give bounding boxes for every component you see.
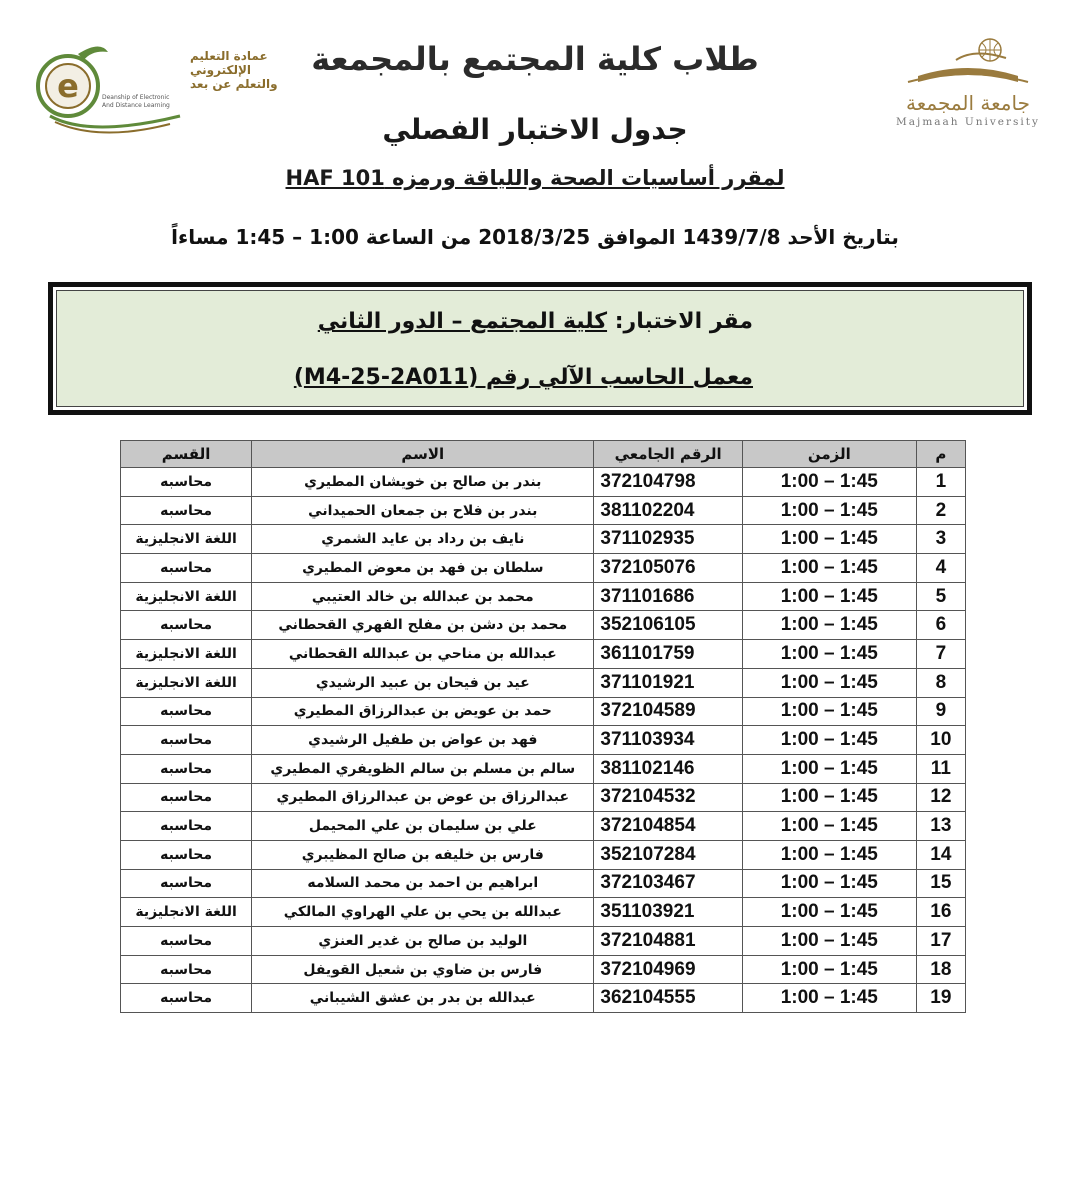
row-number: 8 (916, 668, 965, 697)
row-number: 1 (916, 468, 965, 497)
row-student-id: 372104589 (594, 697, 742, 726)
row-time: 1:00 – 1:45 (742, 668, 916, 697)
table-row (121, 812, 966, 841)
table-row (121, 697, 966, 726)
row-student-id: 372104854 (594, 812, 742, 841)
row-number: 14 (916, 840, 965, 869)
table-row (121, 869, 966, 898)
row-student-id: 371101921 (594, 668, 742, 697)
row-student-name: عبدالله بن بدر بن عشق الشيباني (252, 984, 594, 1013)
table-row (121, 754, 966, 783)
svg-text:e: e (57, 67, 79, 105)
row-student-id: 372103467 (594, 869, 742, 898)
row-student-id: 352107284 (594, 840, 742, 869)
row-time: 1:00 – 1:45 (742, 611, 916, 640)
row-time: 1:00 – 1:45 (742, 582, 916, 611)
row-student-name: سالم بن مسلم بن سالم الظويفري المطيري (252, 754, 594, 783)
row-time: 1:00 – 1:45 (742, 554, 916, 583)
row-department: اللغة الانجليزية (121, 668, 252, 697)
table-row (121, 726, 966, 755)
row-department: محاسبه (121, 783, 252, 812)
table-row (121, 525, 966, 554)
row-number: 16 (916, 898, 965, 927)
row-number: 17 (916, 927, 965, 956)
row-number: 10 (916, 726, 965, 755)
row-student-id: 372105076 (594, 554, 742, 583)
row-time: 1:00 – 1:45 (742, 812, 916, 841)
row-student-name: فارس بن خليفه بن صالح المظيبري (252, 840, 594, 869)
header-dept: القسم (121, 441, 252, 468)
row-student-name: محمد بن دشن بن مفلح الفهري القحطاني (252, 611, 594, 640)
header-num: م (916, 441, 965, 468)
row-time: 1:00 – 1:45 (742, 697, 916, 726)
row-time: 1:00 – 1:45 (742, 783, 916, 812)
row-time: 1:00 – 1:45 (742, 984, 916, 1013)
row-time: 1:00 – 1:45 (742, 468, 916, 497)
row-student-name: نايف بن رداد بن عايد الشمري (252, 525, 594, 554)
row-student-id: 362104555 (594, 984, 742, 1013)
table-row (121, 668, 966, 697)
row-number: 13 (916, 812, 965, 841)
row-department: اللغة الانجليزية (121, 898, 252, 927)
row-department: محاسبه (121, 869, 252, 898)
row-number: 15 (916, 869, 965, 898)
row-department: اللغة الانجليزية (121, 640, 252, 669)
table-row (121, 984, 966, 1013)
row-student-name: عبدالله بن مناحي بن عبدالله القحطاني (252, 640, 594, 669)
row-number: 12 (916, 783, 965, 812)
row-student-id: 372104881 (594, 927, 742, 956)
row-student-id: 352106105 (594, 611, 742, 640)
table-header-row (121, 441, 966, 468)
row-department: محاسبه (121, 611, 252, 640)
table-row (121, 927, 966, 956)
row-time: 1:00 – 1:45 (742, 927, 916, 956)
row-number: 2 (916, 496, 965, 525)
table-row (121, 554, 966, 583)
row-time: 1:00 – 1:45 (742, 869, 916, 898)
row-number: 5 (916, 582, 965, 611)
row-student-id: 372104969 (594, 955, 742, 984)
row-number: 4 (916, 554, 965, 583)
row-department: محاسبه (121, 840, 252, 869)
table-row (121, 468, 966, 497)
logo-left-line-5: And Distance Learning (102, 102, 170, 109)
table-row (121, 898, 966, 927)
row-student-name: محمد بن عبدالله بن خالد العتيبي (252, 582, 594, 611)
row-department: محاسبه (121, 984, 252, 1013)
row-student-name: عيد بن فيحان بن عبيد الرشيدي (252, 668, 594, 697)
row-department: محاسبه (121, 468, 252, 497)
row-time: 1:00 – 1:45 (742, 955, 916, 984)
row-student-name: بندر بن فلاح بن جمعان الحميداني (252, 496, 594, 525)
row-time: 1:00 – 1:45 (742, 640, 916, 669)
row-time: 1:00 – 1:45 (742, 840, 916, 869)
row-department: محاسبه (121, 955, 252, 984)
row-department: محاسبه (121, 697, 252, 726)
row-student-name: ابراهيم بن احمد بن محمد السلامه (252, 869, 594, 898)
table-row (121, 611, 966, 640)
row-student-id: 371102935 (594, 525, 742, 554)
row-department: محاسبه (121, 812, 252, 841)
schedule-table (120, 440, 966, 1013)
row-time: 1:00 – 1:45 (742, 496, 916, 525)
row-student-id: 371101686 (594, 582, 742, 611)
row-student-id: 361101759 (594, 640, 742, 669)
row-student-name: حمد بن عويض بن عبدالرزاق المطيري (252, 697, 594, 726)
row-department: محاسبه (121, 754, 252, 783)
row-number: 11 (916, 754, 965, 783)
row-department: اللغة الانجليزية (121, 525, 252, 554)
exam-location-box (48, 282, 1032, 415)
row-time: 1:00 – 1:45 (742, 525, 916, 554)
row-department: محاسبه (121, 927, 252, 956)
row-student-name: عبدالله بن يحي بن علي الهراوي المالكي (252, 898, 594, 927)
table-row (121, 783, 966, 812)
logo-right-name-en: Majmaah University (896, 116, 1040, 128)
logo-left-line-4: Deanship of Electronic (102, 94, 170, 101)
row-number: 3 (916, 525, 965, 554)
table-row (121, 640, 966, 669)
row-department: محاسبه (121, 554, 252, 583)
table-row (121, 840, 966, 869)
row-student-id: 381102146 (594, 754, 742, 783)
date-line: بتاريخ الأحد 1439/7/8 الموافق 2018/3/25 من الساعة 1:00 – 1:45 مساءاً (171, 225, 899, 249)
page-title: طلاب كلية المجتمع بالمجمعة (311, 40, 759, 78)
table-row (121, 955, 966, 984)
header-name: الاسم (252, 441, 594, 468)
row-department: اللغة الانجليزية (121, 582, 252, 611)
row-time: 1:00 – 1:45 (742, 898, 916, 927)
exam-location-inner (56, 290, 1024, 407)
table-row (121, 496, 966, 525)
row-student-id: 372104798 (594, 468, 742, 497)
row-student-name: علي بن سليمان بن علي المحيمل (252, 812, 594, 841)
course-text: لمقرر أساسيات الصحة واللياقة ورمزه HAF 101 (285, 166, 785, 190)
row-student-name: فارس بن ضاوي بن شعيل القويفل (252, 955, 594, 984)
logo-left-line-2: الإلكتروني (190, 63, 252, 77)
course-line (0, 166, 1070, 190)
row-number: 7 (916, 640, 965, 669)
row-student-id: 371103934 (594, 726, 742, 755)
row-student-id: 381102204 (594, 496, 742, 525)
row-student-name: عبدالرزاق بن عوض بن عبدالرزاق المطيري (252, 783, 594, 812)
row-number: 18 (916, 955, 965, 984)
row-student-name: بندر بن صالح بن خويشان المطيري (252, 468, 594, 497)
row-student-id: 372104532 (594, 783, 742, 812)
table-row (121, 582, 966, 611)
exam-place-label: مقر الاختبار: (614, 309, 753, 334)
exam-place-line (318, 309, 753, 334)
row-department: محاسبه (121, 726, 252, 755)
logo-left-line-3: والتعلم عن بعد (190, 77, 278, 91)
row-student-name: سلطان بن فهد بن معوض المطيري (252, 554, 594, 583)
exam-place-value: كلية المجتمع – الدور الثاني (317, 309, 608, 334)
page-subtitle: جدول الاختبار الفصلي (382, 113, 688, 146)
row-number: 9 (916, 697, 965, 726)
logo-left-line-1: عمادة التعليم (190, 49, 268, 63)
header-id: الرقم الجامعي (594, 441, 742, 468)
row-department: محاسبه (121, 496, 252, 525)
row-time: 1:00 – 1:45 (742, 754, 916, 783)
row-student-name: الوليد بن صالح بن غدير العنزي (252, 927, 594, 956)
header-time: الزمن (742, 441, 916, 468)
row-student-id: 351103921 (594, 898, 742, 927)
row-number: 19 (916, 984, 965, 1013)
row-time: 1:00 – 1:45 (742, 726, 916, 755)
logo-right-name-ar: جامعة المجمعة (906, 91, 1030, 115)
exam-lab-line: معمل الحاسب الآلي رقم (M4-25-2A011) (293, 365, 753, 390)
row-number: 6 (916, 611, 965, 640)
row-student-name: فهد بن عواض بن طفيل الرشيدي (252, 726, 594, 755)
